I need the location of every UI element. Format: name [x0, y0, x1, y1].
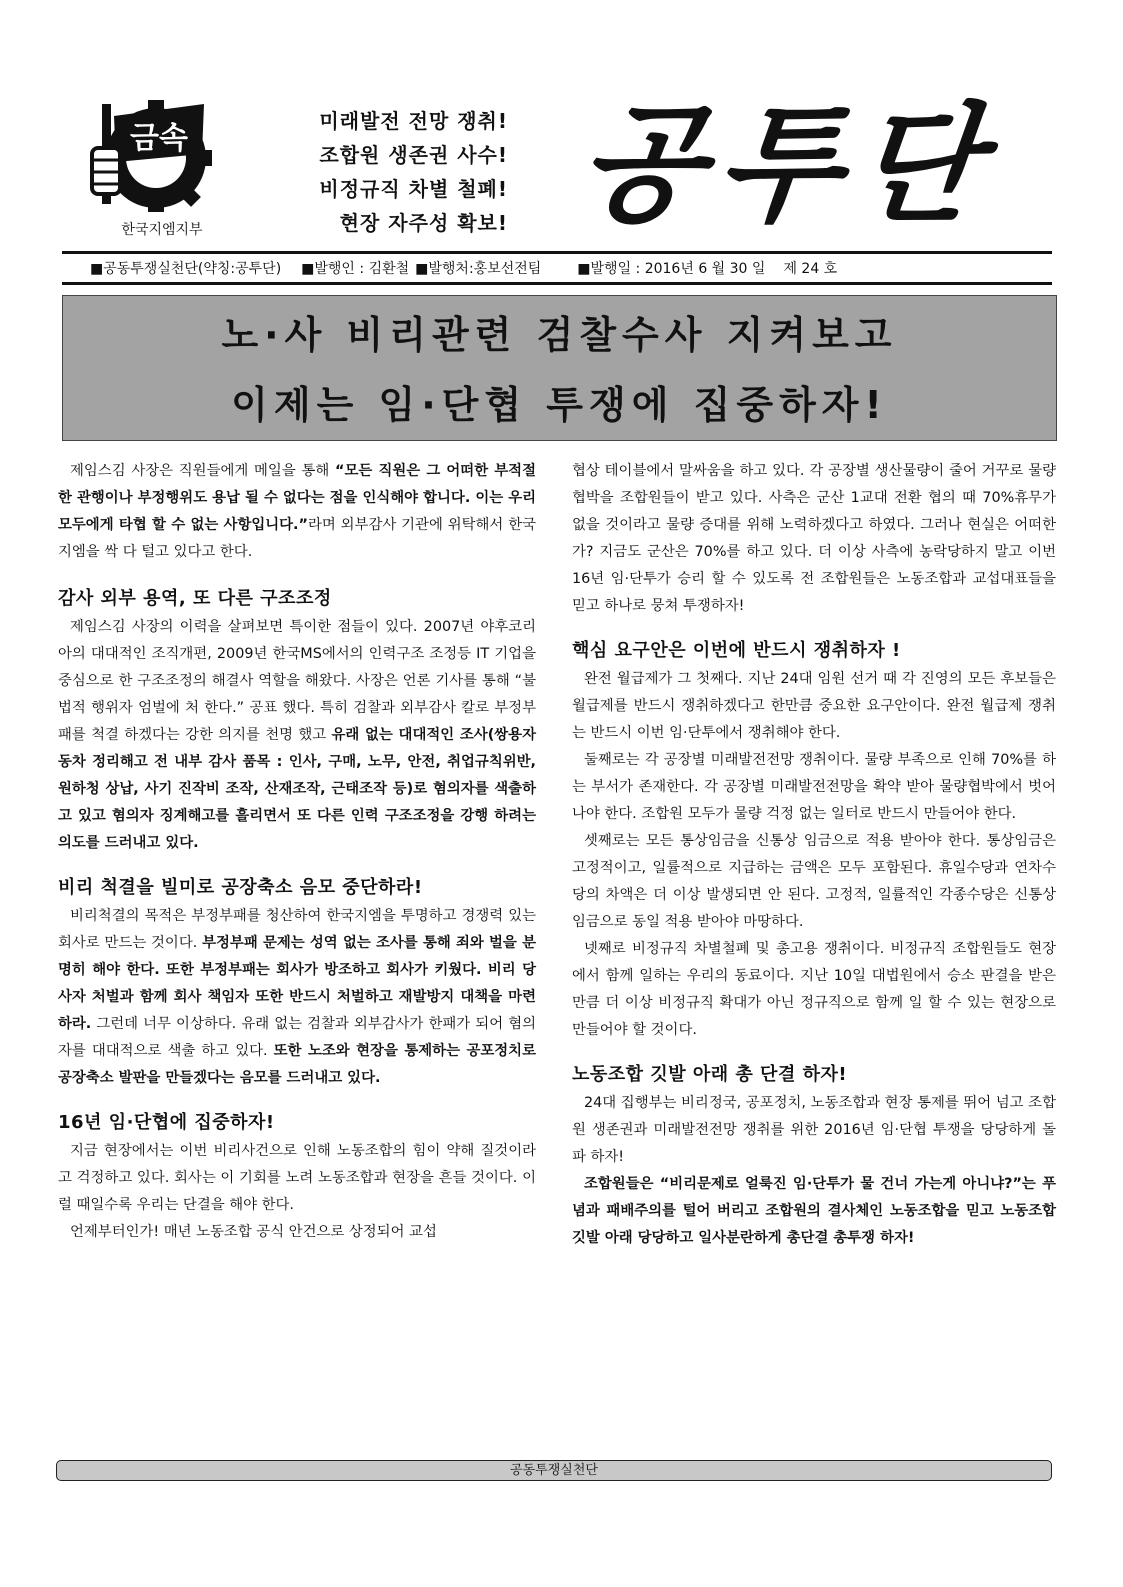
paragraph: 완전 월급제가 그 첫째다. 지난 24대 임원 선거 때 각 진영의 모든 후보들은 월급제를 반드시 쟁취하겠다고 한만큼 중요한 요구안이다. 완전 월급제 쟁취는 반드시 이번 임·단투에서 쟁취해야 한다. — [572, 671, 1056, 741]
slogan-item: 현장 자주성 확보! — [339, 211, 508, 235]
paragraph: 지금 현장에서는 이번 비리사건으로 인해 노동조합의 힘이 약해 질것이라고 걱정하고 있다. 회사는 이 기회를 노려 노동조합과 현장을 흔들 것이다. 이럴 때일수록 우리는 단결을 해야 한다. — [58, 1143, 536, 1213]
paragraph: 24대 집행부는 비리정국, 공포정치, 노동조합과 현장 통제를 뛰어 넘고 조합원 생존권과 미래발전전망 쟁취를 위한 2016년 임·단협 투쟁을 당당하게 돌파 하자! — [572, 1095, 1056, 1165]
publishing-office: ■발행처:홍보선전팀 — [415, 261, 542, 277]
union-name: 한국지엠지부 — [121, 222, 203, 238]
newsletter-title: 공투단 — [572, 91, 1001, 240]
publisher: ■발행인 : 김환철 — [301, 261, 410, 277]
text-run: 제임스김 사장은 직원들에게 메일을 통해 — [70, 463, 336, 479]
emphasis-text: 조합원들은 “비리문제로 얼룩진 임·단투가 물 건너 가는게 아니냐?”는 푸념과 패배주의를 털어 버리고 조합원의 결사체인 노동조합을 믿고 노동조합 깃발 아래 당당하고 일사분란하게 총단결 총투쟁 하자! — [572, 1176, 1056, 1246]
quote-text: “모든 직원은 그 어떠한 부적절한 관행이나 부정행위도 용납 될 수 없다는 점을 인식해야 합니다. 이는 우리 모두에게 타협 할 수 없는 사항입니다.” — [58, 463, 536, 533]
paragraph — [572, 1171, 1056, 1252]
slogan-item: 비정규직 차별 철폐! — [319, 177, 508, 201]
section-heading: 노동조합 깃발 아래 총 단결 하자! — [572, 1064, 848, 1085]
publish-date: ■발행일 : 2016년 6 월 30 일 — [577, 261, 766, 277]
footer-bar: 공동투쟁실천단 — [56, 1460, 1052, 1481]
section-heading: 핵심 요구안은 이번에 반드시 쟁취하자 ! — [572, 640, 901, 661]
gear-fist-icon — [84, 96, 224, 214]
logo-text: 금속 — [130, 121, 188, 156]
section-heading: 감사 외부 용역, 또 다른 구조조정 — [58, 588, 332, 609]
org-name: ■공동투쟁실천단(약칭:공투단) — [90, 261, 282, 277]
text-run: 제임스김 사장의 이력을 살펴보면 특이한 점들이 있다. 2007년 야후코리아의 대대적인 조직개편, 2009년 한국MS에서의 인력구조 조정등 IT 기업을 중심으로 한 구조조정의 해결사 역할을 해왔다. 사장은 언론 기사를 통해 “불법적 행위자 엄벌에 처 한다.” 공표 했다. 특히 검찰과 외부감사 칼로 부정부패를 척결 하겠다는 강한 의지를 천명 했고 — [58, 619, 536, 743]
slogan-list — [258, 104, 508, 240]
issue-number: 제 24 호 — [783, 261, 838, 277]
section-heading: 비리 척결을 빌미로 공장축소 음모 중단하라! — [58, 877, 423, 898]
headline-line-2: 이제는 임·단협 투쟁에 집중하자! — [231, 383, 888, 427]
emphasis-text: 부정부패 문제는 성역 없는 조사를 통해 죄와 벌을 분명히 해야 한다. 또한 부정부패는 회사가 방조하고 회사가 키웠다. 비리 당사자 처벌과 함께 회사 책임자 또한 반드시 처벌하고 재발방지 대책을 마련하라. — [58, 935, 536, 1032]
paragraph — [58, 614, 536, 857]
section-heading: 16년 임·단협에 집중하자! — [58, 1112, 275, 1133]
headline-box — [62, 295, 1057, 441]
slogan-item: 조합원 생존권 사수! — [319, 143, 508, 167]
paragraph: 셋째로는 모든 통상임금을 신통상 임금으로 적용 받아야 한다. 통상임금은 고정적이고, 일률적으로 지급하는 금액은 모두 포함된다. 휴일수당과 연차수당의 차액은 더 이상 발생되면 안 된다. 고정적, 일률적인 각종수당은 신통상 임금으로 동일 적용 받아야 마땅하다. — [572, 833, 1056, 930]
paragraph — [58, 903, 536, 1092]
intro-paragraph — [58, 458, 536, 566]
left-column — [58, 458, 536, 1246]
text-run: 비리척결의 목적은 부정부패를 청산하여 한국지엠을 투명하고 경쟁력 있는 회사로 만드는 것이다. — [58, 908, 536, 951]
emphasis-text: 유래 없는 대대적인 조사(쌍용자동차 정리해고 전 내부 감사 품목 : 인사, 구매, 노무, 안전, 취업규칙위반, 원하청 상납, 사기 진작비 조작, 산재조작, 근태조작 등)로 혐의자를 색출하고 있고 혐의자 징계해고를 흘리면서 또 다른 인력 구조조정을 강행 하려는 의도를 드러내고 있다. — [58, 727, 536, 851]
headline-line-1: 노·사 비리관련 검찰수사 지켜보고 — [221, 313, 898, 357]
union-logo — [84, 96, 224, 214]
paragraph: 언제부터인가! 매년 노동조합 공식 안건으로 상정되어 교섭 — [70, 1224, 437, 1240]
publication-info-bar — [62, 251, 1052, 285]
text-run: 라며 외부감사 기관에 위탁해서 한국지엠을 싹 다 털고 있다고 한다. — [58, 517, 536, 560]
paragraph: 협상 테이블에서 말싸움을 하고 있다. 각 공장별 생산물량이 줄어 거꾸로 물량협박을 조합원들이 받고 있다. 사측은 군산 1교대 전환 협의 때 70%휴무가 없을 것이라고 물량 증대를 위해 노력하겠다고 하였다. 그러나 현실은 어떠한가? 지금도 군산은 70%를 하고 있다. 더 이상 사측에 농락당하지 말고 이번 16년 임·단투가 승리 할 수 있도록 전 조합원들은 노동조합과 교섭대표들을 믿고 하나로 뭉쳐 투쟁하자! — [572, 463, 1056, 614]
emphasis-text: 또한 노조와 현장을 통제하는 공포정치로 공장축소 발판을 만들겠다는 음모를 드러내고 있다. — [58, 1043, 536, 1086]
right-column — [572, 458, 1056, 1252]
paragraph: 넷째로 비정규직 차별철폐 및 총고용 쟁취이다. 비정규직 조합원들도 현장에서 함께 일하는 우리의 동료이다. 지난 10일 대법원에서 승소 판결을 받은 만큼 더 이상 비정규직 확대가 아닌 정규직으로 함께 일 할 수 있는 현장으로 만들어야 할 것이다. — [572, 941, 1056, 1038]
slogan-item: 미래발전 전망 쟁취! — [319, 109, 508, 133]
paragraph: 둘째로는 각 공장별 미래발전전망 쟁취이다. 물량 부족으로 인해 70%를 하는 부서가 존재한다. 각 공장별 미래발전전망을 확약 받아 물량협박에서 벗어나야 한다. 조합원 모두가 물량 걱정 없는 일터로 반드시 만들어야 한다. — [572, 752, 1056, 822]
text-run: 그런데 너무 이상하다. 유래 없는 검찰과 외부감사가 한패가 되어 혐의자를 대대적으로 색출 하고 있다. — [58, 1016, 536, 1059]
